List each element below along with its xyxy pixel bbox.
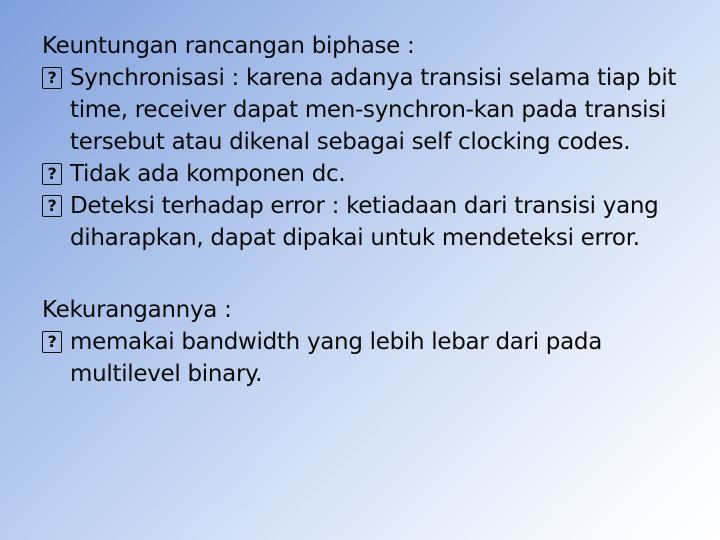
bullet-text: Synchronisasi : karena adanya transisi selama tiap bit time, receiver dapat men-synchron-kan pada transisi tersebut atau dikenal sebagai self clocking codes. (70, 65, 677, 155)
list-item (42, 158, 692, 190)
missing-glyph-bullet-icon: ? (42, 195, 62, 217)
bullet-text: Deteksi terhadap error : ketiadaan dari transisi yang diharapkan, dapat dipakai untuk mendeteksi error. (70, 193, 659, 251)
list-item (42, 62, 692, 158)
advantages-heading: Keuntungan rancangan biphase : (42, 33, 415, 59)
missing-glyph-bullet-icon: ? (42, 163, 62, 185)
missing-glyph-bullet-icon: ? (42, 331, 62, 353)
bullet-text: Tidak ada komponen dc. (70, 161, 346, 187)
bullet-text: memakai bandwidth yang lebih lebar dari pada multilevel binary. (70, 329, 602, 387)
disadvantages-heading: Kekurangannya : (42, 297, 232, 323)
list-item (42, 190, 692, 254)
list-item (42, 326, 692, 390)
missing-glyph-bullet-icon: ? (42, 67, 62, 89)
section-spacer (42, 254, 692, 294)
slide-body (42, 30, 692, 390)
